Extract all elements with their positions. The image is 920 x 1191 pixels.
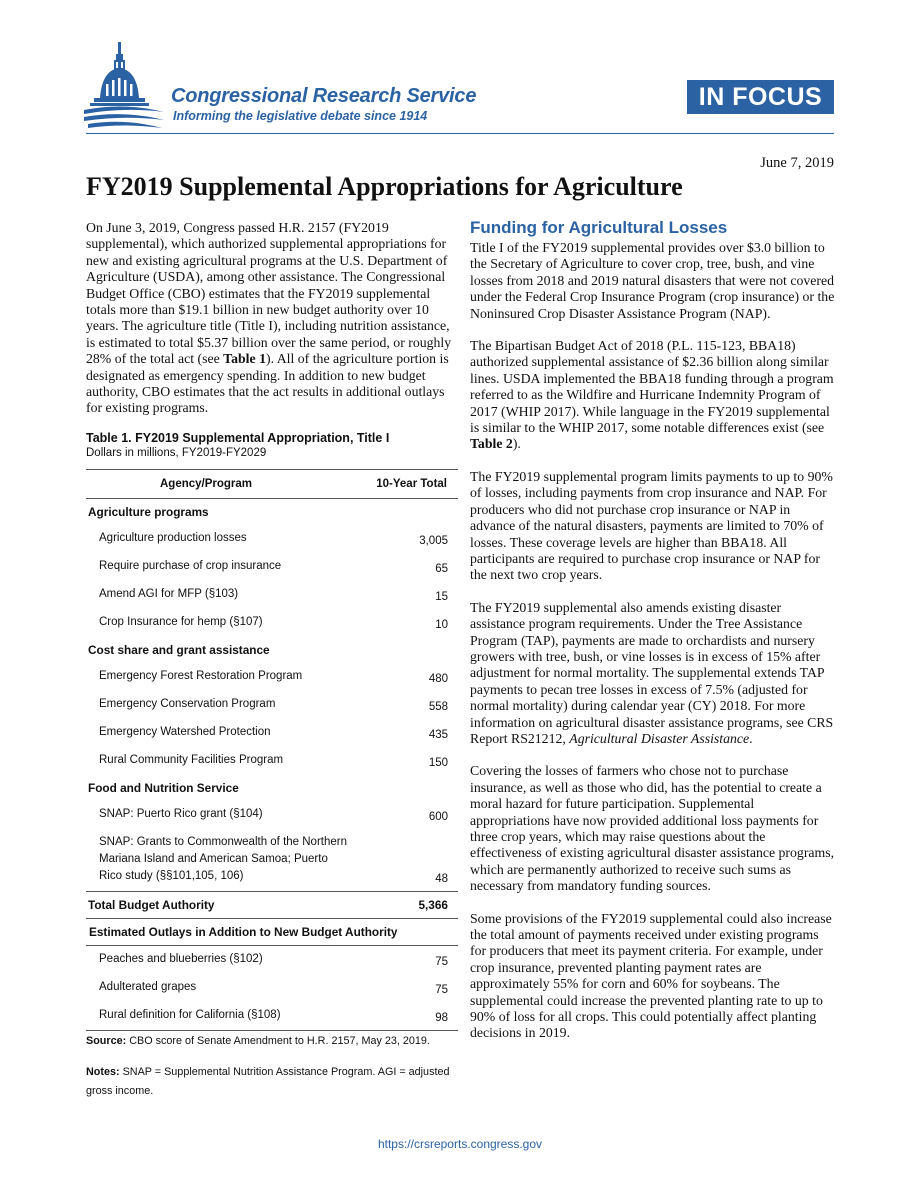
table-1-reference: Table 1 (223, 351, 266, 367)
body-paragraph: The FY2019 supplemental program limits payments to up to 90% of losses, including payments from crop insurance and NAP. For producers who did not purchase crop insurance or NAP in advance of the natural disasters, payments are limited to 70% of losses. These coverage levels are higher than BBA18. All participants are required to purchase crop insurance or NAP for the next two crop years. (470, 468, 833, 583)
intro-paragraph: On June 3, 2019, Congress passed H.R. 2157 (FY2019 supplemental), which authorized supplemental appropriations for new and existing agricultural programs at the U.S. Department of Agriculture (USDA), among other assistance. The Congressional Budget Office (CBO) estimates that the FY2019 supplemental totals more than $19.1 billion in new budget authority over 10 years. The agriculture title (Title I), including nutrition assistance, is estimated to total $5.37 billion over the same period, or roughly 28% of the total act (see Table 1). All of the agriculture portion is designated as emergency spending. In addition to new budget authority, CBO estimates that the act results in additional outlays for existing programs. (86, 220, 452, 416)
table-row: Emergency Forest Restoration Program 480 (99, 669, 448, 685)
column-header-total: 10-Year Total (376, 477, 447, 490)
table-row: SNAP: Puerto Rico grant (§104) 600 (99, 807, 448, 823)
table-2-reference: Table 2 (470, 436, 513, 452)
page-header (0, 0, 920, 140)
table-row: Adulterated grapes 75 (99, 980, 448, 996)
table-row: SNAP: Grants to Commonwealth of the Northern Mariana Island and American Samoa; Puerto Rico study (§§101,105, 106) 48 (99, 835, 448, 885)
in-focus-badge: IN FOCUS (687, 80, 834, 114)
left-column (86, 220, 458, 1101)
body-paragraph: Some provisions of the FY2019 supplemental could also increase the total amount of payments received under existing programs for producers that meet its payment criteria. For example, under crop insurance, prevented planting payment rates are approximately 55% for corn and 60% for soybeans. The supplemental could increase the prevented planting rate to up to 90% of loss for all crops. This could potentially affect planting decisions in 2019. (470, 910, 832, 1041)
table-source: Source: CBO score of Senate Amendment to H.R. 2157, May 23, 2019. (86, 1034, 430, 1047)
table-row: Require purchase of crop insurance 65 (99, 559, 448, 575)
body-paragraph: Title I of the FY2019 supplemental provides over $3.0 billion to the Secretary of Agriculture to cover crop, tree, bush, and vine losses from 2018 and 2019 natural disasters that were not covered under the Federal Crop Insurance Program (crop insurance) or the Noninsured Crop Disaster Assistance Program (NAP). (470, 240, 835, 321)
appropriations-table (86, 469, 458, 1101)
table-title: Table 1. FY2019 Supplemental Appropriation, Title I (86, 430, 390, 445)
footer-link[interactable]: https://crsreports.congress.gov (377, 1137, 543, 1151)
table-row: Amend AGI for MFP (§103) 15 (99, 587, 448, 603)
right-column (470, 218, 836, 1058)
table-category: Food and Nutrition Service (88, 780, 239, 795)
org-tagline: Informing the legislative debate since 1914 (173, 109, 428, 123)
table-row: Emergency Conservation Program 558 (99, 697, 448, 713)
table-subtitle: Dollars in millions, FY2019-FY2029 (86, 446, 267, 459)
table-category: Cost share and grant assistance (88, 642, 270, 657)
section-heading: Funding for Agricultural Losses (470, 218, 728, 237)
publication-date: June 7, 2019 (760, 155, 834, 171)
table-row: Rural definition for California (§108) 98 (99, 1008, 448, 1024)
table-row: Peaches and blueberries (§102) 75 (99, 952, 448, 968)
table-row: Emergency Watershed Protection 435 (99, 725, 448, 741)
table-header-row (86, 470, 458, 498)
org-name: Congressional Research Service (171, 85, 477, 107)
report-title-reference: Agricultural Disaster Assistance (569, 730, 750, 746)
table-total-row: Total Budget Authority 5,366 (88, 897, 448, 912)
table-row: Agriculture production losses 3,005 (99, 531, 448, 547)
table-category: Agriculture programs (88, 504, 209, 519)
table-outlays-heading: Estimated Outlays in Addition to New Budget Authority (89, 924, 398, 939)
table-row: Rural Community Facilities Program 150 (99, 753, 448, 769)
table-row: Crop Insurance for hemp (§107) 10 (99, 615, 448, 631)
table-notes: Notes: SNAP = Supplemental Nutrition Assistance Program. AGI = adjusted gross income. (86, 1065, 450, 1097)
body-paragraph: The Bipartisan Budget Act of 2018 (P.L. 115-123, BBA18) authorized supplemental assistance of $2.36 billion along similar lines. USDA implemented the BBA18 funding through a program referred to as the Wildfire and Hurricane Indemnity Program of 2017 (WHIP 2017). While language in the FY2019 supplemental is similar to the WHIP 2017, some notable differences exist (see Table 2). (470, 338, 834, 452)
table-bottom-rule (86, 1030, 458, 1031)
page-title: FY2019 Supplemental Appropriations for Agriculture (86, 172, 683, 201)
body-paragraph: The FY2019 supplemental also amends existing disaster assistance program requirements. Under the Tree Assistance Program (TAP), payments are made to orchardists and nursery growers with tree, bush, or vine losses is in excess of 15% after adjustment for normal mortality. The supplemental extends TAP payments to pecan tree losses in excess of 7.5% (adjusted for normal mortality) during calendar year (CY) 2018. For more information on agricultural disaster assistance programs, see CRS Report RS21212, Agricultural Disaster Assistance. (470, 599, 834, 746)
column-header-agency: Agency/Program (160, 477, 253, 490)
header-divider (86, 133, 834, 134)
capitol-dome-logo-icon (84, 40, 166, 130)
body-paragraph: Covering the losses of farmers who chose not to purchase insurance, as well as those who did, has the potential to create a moral hazard for future participation. Supplemental appropriations have now provided additional loss payments for three crop years, which may raise questions about the effectiveness of existing agricultural disaster assistance programs, which are permanently authorized to receive such sums as necessary from mandatory funding sources. (470, 763, 835, 894)
